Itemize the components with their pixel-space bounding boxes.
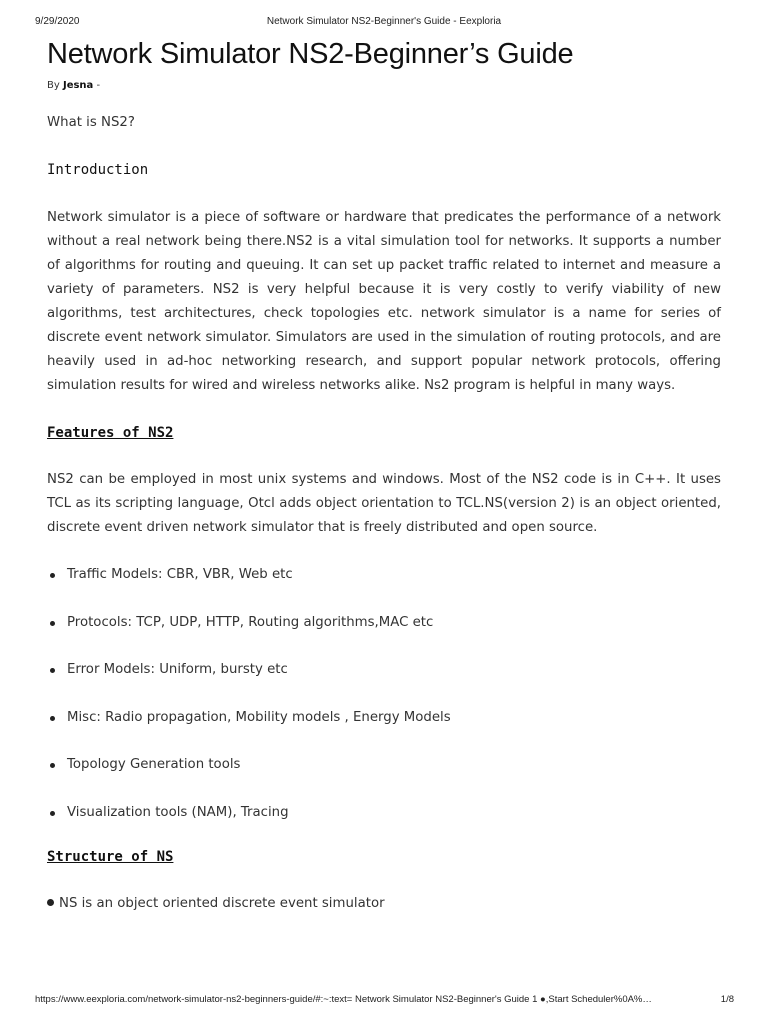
introduction-heading: Introduction — [47, 162, 149, 178]
bullet-icon — [50, 763, 55, 768]
print-date: 9/29/2020 — [35, 16, 80, 27]
page-number: 1/8 — [720, 994, 734, 1005]
bullet-icon — [50, 668, 55, 673]
features-paragraph: NS2 can be employed in most unix systems and windows. Most of the NS2 code is in C++. It uses TCL as its scripting language, Otcl adds object orientation to TCL.NS(version 2) is an object oriented, discrete event driven network simulator that is freely distributed and open source. — [47, 472, 721, 535]
list-item-text: Error Models: Uniform, bursty etc — [67, 662, 288, 677]
structure-heading: Structure of NS — [47, 849, 174, 865]
print-header — [0, 16, 768, 30]
list-item-text: Topology Generation tools — [67, 757, 241, 772]
byline — [47, 79, 721, 93]
list-item-text: Traffic Models: CBR, VBR, Web etc — [67, 567, 293, 582]
list-item-text: Visualization tools (NAM), Tracing — [67, 804, 289, 820]
bullet-icon — [50, 621, 55, 626]
byline-prefix: By — [47, 80, 60, 91]
author-link[interactable]: Jesna — [62, 80, 94, 91]
page-title: Network Simulator NS2-Beginner’s Guide — [47, 38, 574, 70]
structure-item — [47, 892, 721, 916]
print-document-title: Network Simulator NS2-Beginner's Guide - Eexploria — [266, 16, 502, 27]
list-item — [47, 801, 721, 825]
list-item — [47, 753, 721, 777]
list-item — [47, 706, 721, 730]
structure-item-text: NS is an object oriented discrete event simulator — [59, 896, 385, 911]
features-list — [47, 563, 721, 825]
byline-separator: - — [96, 80, 101, 91]
bullet-icon — [50, 716, 55, 721]
bullet-icon — [50, 573, 55, 578]
list-item-text: Misc: Radio propagation, Mobility models , Energy Models — [67, 709, 451, 725]
print-url: https://www.eexploria.com/network-simulator-ns2-beginners-guide/#:~:text= Network Simulator NS2-Beginner's Guide 1 ●,Start Scheduler%0A%… — [35, 994, 652, 1005]
list-item — [47, 658, 721, 682]
introduction-paragraph: Network simulator is a piece of software or hardware that predicates the performance of a network without a real network being there.NS2 is a vital simulation tool for networks. It supports a number of algorithms for routing and queuing. It can set up packet traffic related to internet and measure a variety of parameters. NS2 is very helpful because it is very costly to verify viability of new algorithms, test architectures, check topologies etc. network simulator is a name for series of discrete event network simulator. Simulators are used in the simulation of routing protocols, and are heavily used in ad-hoc networking research, and support popular network protocols, offering simulation results for wired and wireless networks alike. Ns2 program is helpful in many ways. — [47, 210, 721, 393]
list-item-text: Protocols: TCP, UDP, HTTP, Routing algorithms,MAC etc — [67, 614, 434, 630]
list-item — [47, 611, 721, 635]
intro-question: What is NS2? — [47, 115, 135, 130]
list-item — [47, 563, 721, 587]
article — [47, 34, 721, 916]
article-body — [47, 111, 721, 916]
print-footer — [0, 994, 768, 1008]
bullet-icon — [47, 899, 54, 906]
features-heading: Features of NS2 — [47, 425, 174, 441]
bullet-icon — [50, 811, 55, 816]
